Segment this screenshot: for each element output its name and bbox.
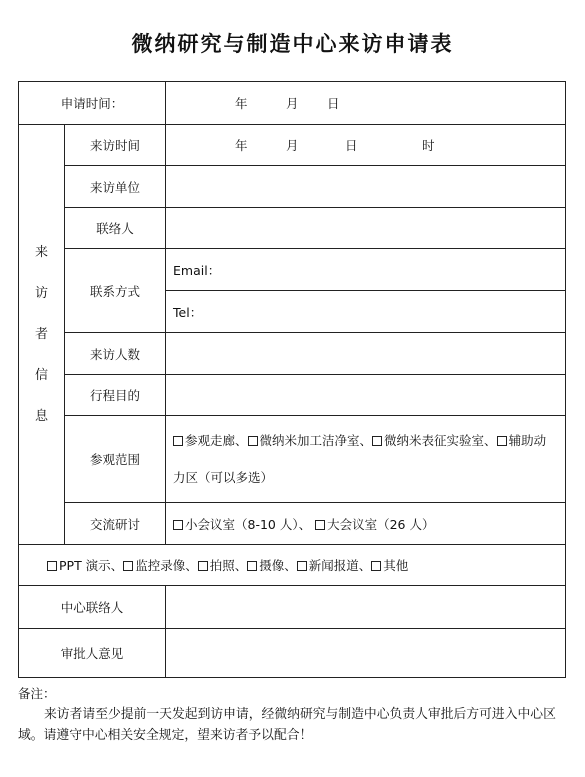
scope-options [166,416,566,503]
checkbox-surveillance[interactable] [123,561,133,571]
visit-time-row [19,125,566,166]
visitor-count-field[interactable] [166,333,566,375]
apply-day-label: 日 [327,96,340,111]
media-option-label: PPT 演示、 [59,558,124,573]
exchange-options [166,503,566,545]
media-options [19,545,566,586]
approver-row [19,629,566,678]
scope-option-label: 微纳米加工洁净室、 [259,433,373,448]
exchange-option-label: 大会议室（26 人） [327,516,435,532]
apply-time-row [19,82,566,125]
visitor-count-label: 来访人数 [65,333,166,375]
purpose-row [19,375,566,416]
media-row [19,545,566,586]
scope-option-label: 微纳米表征实验室、 [384,433,497,448]
visitor-info-section-label [19,125,65,545]
media-option-label: 其他 [383,558,409,573]
exchange-option-label: 小会议室（8-10 人）、 [185,516,312,532]
center-contact-label: 中心联络人 [19,586,166,629]
notes-heading: 备注： [18,686,56,701]
purpose-field[interactable] [166,375,566,416]
checkbox-news[interactable] [297,561,307,571]
contact-person-field[interactable] [166,208,566,249]
center-contact-row [19,586,566,629]
scope-label: 参观范围 [65,416,166,503]
approver-label: 审批人意见 [19,629,166,678]
email-row [19,249,566,291]
visitor-info-char: 来 [34,245,48,260]
visit-year-label: 年 [235,138,248,153]
checkbox-cleanroom[interactable] [248,436,258,446]
visit-time-label: 来访时间 [65,125,166,166]
visit-month-label: 月 [286,138,299,153]
media-option-label: 新闻报道、 [308,558,372,573]
exchange-label: 交流研讨 [65,503,166,545]
apply-month-label: 月 [286,96,299,111]
application-form-table [18,81,566,678]
visit-unit-field[interactable] [166,166,566,208]
checkbox-other[interactable] [371,561,381,571]
exchange-row [19,503,566,545]
center-contact-field[interactable] [166,586,566,629]
apply-year-label: 年 [235,96,248,111]
apply-time-label: 申请时间： [19,82,166,125]
notes-body: 来访者请至少提前一天发起到访申请，经微纳研究与制造中心负责人审批后方可进入中心区域。请遵守中心相关安全规定，望来访者予以配合！ [18,707,556,743]
contact-person-label: 联络人 [65,208,166,249]
checkbox-ppt[interactable] [47,561,57,571]
checkbox-auxiliary-power[interactable] [497,436,507,446]
visitor-info-char: 访 [34,286,48,301]
checkbox-characterization-lab[interactable] [372,436,382,446]
visit-day-label: 日 [345,138,358,153]
visit-unit-row [19,166,566,208]
visitor-info-char: 者 [34,327,48,342]
apply-time-field[interactable] [166,82,566,125]
checkbox-small-room[interactable] [173,520,183,530]
visit-unit-label: 来访单位 [65,166,166,208]
form-title: 微纳研究与制造中心来访申请表 [131,31,454,56]
checkbox-photo[interactable] [198,561,208,571]
approver-field[interactable] [166,629,566,678]
tel-field[interactable]: Tel： [166,291,566,333]
scope-option-label: 参观走廊、 [185,433,248,448]
visit-time-field[interactable] [166,125,566,166]
visitor-count-row [19,333,566,375]
notes-section [18,683,570,746]
checkbox-video[interactable] [247,561,257,571]
visit-hour-label: 时 [422,138,435,153]
email-field[interactable]: Email： [166,249,566,291]
purpose-label: 行程目的 [65,375,166,416]
contact-person-row [19,208,566,249]
media-option-label: 拍照、 [209,558,248,573]
checkbox-corridor[interactable] [173,436,183,446]
visitor-info-char: 信 [34,368,48,383]
contact-method-label: 联系方式 [65,249,166,333]
scope-option-label: 辅助动力区（可以多选） [173,433,547,485]
visitor-info-char: 息 [34,409,48,424]
checkbox-large-room[interactable] [315,520,325,530]
media-option-label: 摄像、 [259,558,297,573]
media-option-label: 监控录像、 [135,558,198,573]
scope-row [19,416,566,503]
